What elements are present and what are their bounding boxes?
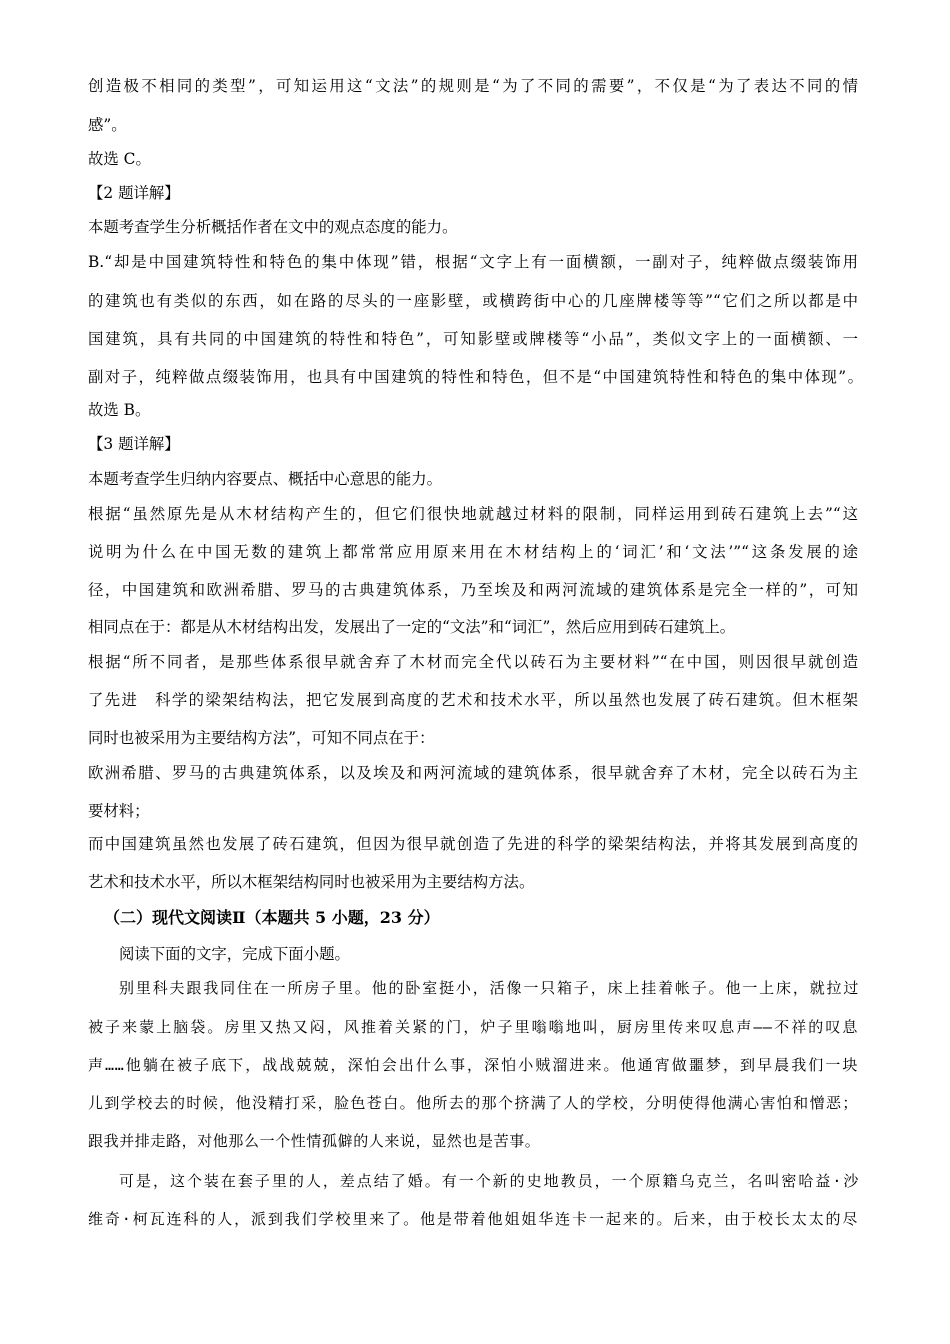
- text-line: 国建筑，具有共同的中国建筑的特性和特色”，可知影壁或牌楼等“小品”，类似文字上的一面横额、一: [88, 330, 858, 348]
- story-line: 可是，这个装在套子里的人，差点结了婚。有一个新的史地教员，一个原籍乌克兰，名叫密哈益·沙: [119, 1172, 859, 1190]
- text-line: 欧洲希腊、罗马的古典建筑体系，以及埃及和两河流域的建筑体系，很早就舍弃了木材，完全以砖石为主: [88, 764, 858, 782]
- section-label: 【2 题详解】: [88, 184, 180, 202]
- section-heading: （二）现代文阅读Ⅱ（本题共 5 小题，23 分）: [104, 908, 440, 927]
- text-line: B.“却是中国建筑特性和特色的集中体现”错，根据“文字上有一面横额，一副对子，纯粹做点缀装饰用: [88, 253, 858, 271]
- text-line: 故选 C。: [88, 150, 151, 168]
- story-line: 儿到学校去的时候，他没精打采，脸色苍白。他所去的那个挤满了人的学校，分明使得他满心害怕和憎恶；: [88, 1094, 858, 1112]
- text-line: 故选 B。: [88, 401, 151, 419]
- story-line: 声……他躺在被子底下，战战兢兢，深怕会出什么事，深怕小贼溜进来。他通宵做噩梦，到早晨我们一块: [88, 1056, 858, 1074]
- story-line: 跟我并排走路，对他那么一个性情孤僻的人来说，显然也是苦事。: [88, 1132, 541, 1150]
- text-line: 相同点在于：都是从木材结构出发，发展出了一定的“文法”和“词汇”，然后应用到砖石建筑上。: [88, 618, 736, 636]
- text-line: 而中国建筑虽然也发展了砖石建筑，但因为很早就创造了先进的科学的梁架结构法，并将其发展到高度的: [88, 835, 858, 853]
- text-line: 副对子，纯粹做点缀装饰用，也具有中国建筑的特性和特色，但不是“中国建筑特性和特色的集中体现”。: [88, 368, 863, 386]
- story-line: 维奇·柯瓦连科的人，派到我们学校里来了。他是带着他姐姐华连卡一起来的。后来，由于校长太太的尽: [88, 1210, 858, 1228]
- text-line: 感”。: [88, 116, 127, 134]
- text-line: 同时也被采用为主要结构方法”，可知不同点在于：: [88, 729, 435, 747]
- story-line: 别里科夫跟我同住在一所房子里。他的卧室挺小，活像一只箱子，床上挂着帐子。他一上床，就拉过: [119, 979, 859, 997]
- text-line: 的建筑也有类似的东西，如在路的尽头的一座影壁，或横跨街中心的几座牌楼等等”“它们之所以都是中: [88, 292, 858, 310]
- text-line: 根据“虽然原先是从木材结构产生的，但它们很快地就越过材料的限制，同样运用到砖石建筑上去”“这: [88, 505, 858, 523]
- text-line: 要材料；: [88, 802, 150, 820]
- text-line: 本题考查学生归纳内容要点、概括中心意思的能力。: [88, 470, 442, 488]
- text-line: 创造极不相同的类型”，可知运用这“文法”的规则是“为了不同的需要”，不仅是“为了表达不同的情: [88, 77, 858, 95]
- text-line: 径，中国建筑和欧洲希腊、罗马的古典建筑体系，乃至埃及和两河流域的建筑体系是完全一样的”，可知: [88, 581, 858, 599]
- instruction-text: 阅读下面的文字，完成下面小题。: [119, 945, 350, 963]
- text-line: 说明为什么在中国无数的建筑上都常常应用原来用在木材结构上的‘词汇’和‘文法’”“这条发展的途: [88, 543, 858, 561]
- text-line: 艺术和技术水平，所以木框架结构同时也被采用为主要结构方法。: [88, 873, 535, 891]
- text-line: 了先进 科学的梁架结构法，把它发展到高度的艺术和技术水平，所以虽然也发展了砖石建筑。但木框架: [88, 691, 858, 709]
- text-line: 根据“所不同者，是那些体系很早就舍弃了木材而完全代以砖石为主要材料”“在中国，则因很早就创造: [88, 653, 858, 671]
- text-line: 本题考查学生分析概括作者在文中的观点态度的能力。: [88, 218, 458, 236]
- section-label: 【3 题详解】: [88, 435, 180, 453]
- story-line: 被子来蒙上脑袋。房里又热又闷，风推着关紧的门，炉子里嗡嗡地叫，厨房里传来叹息声——不祥的叹息: [88, 1018, 858, 1036]
